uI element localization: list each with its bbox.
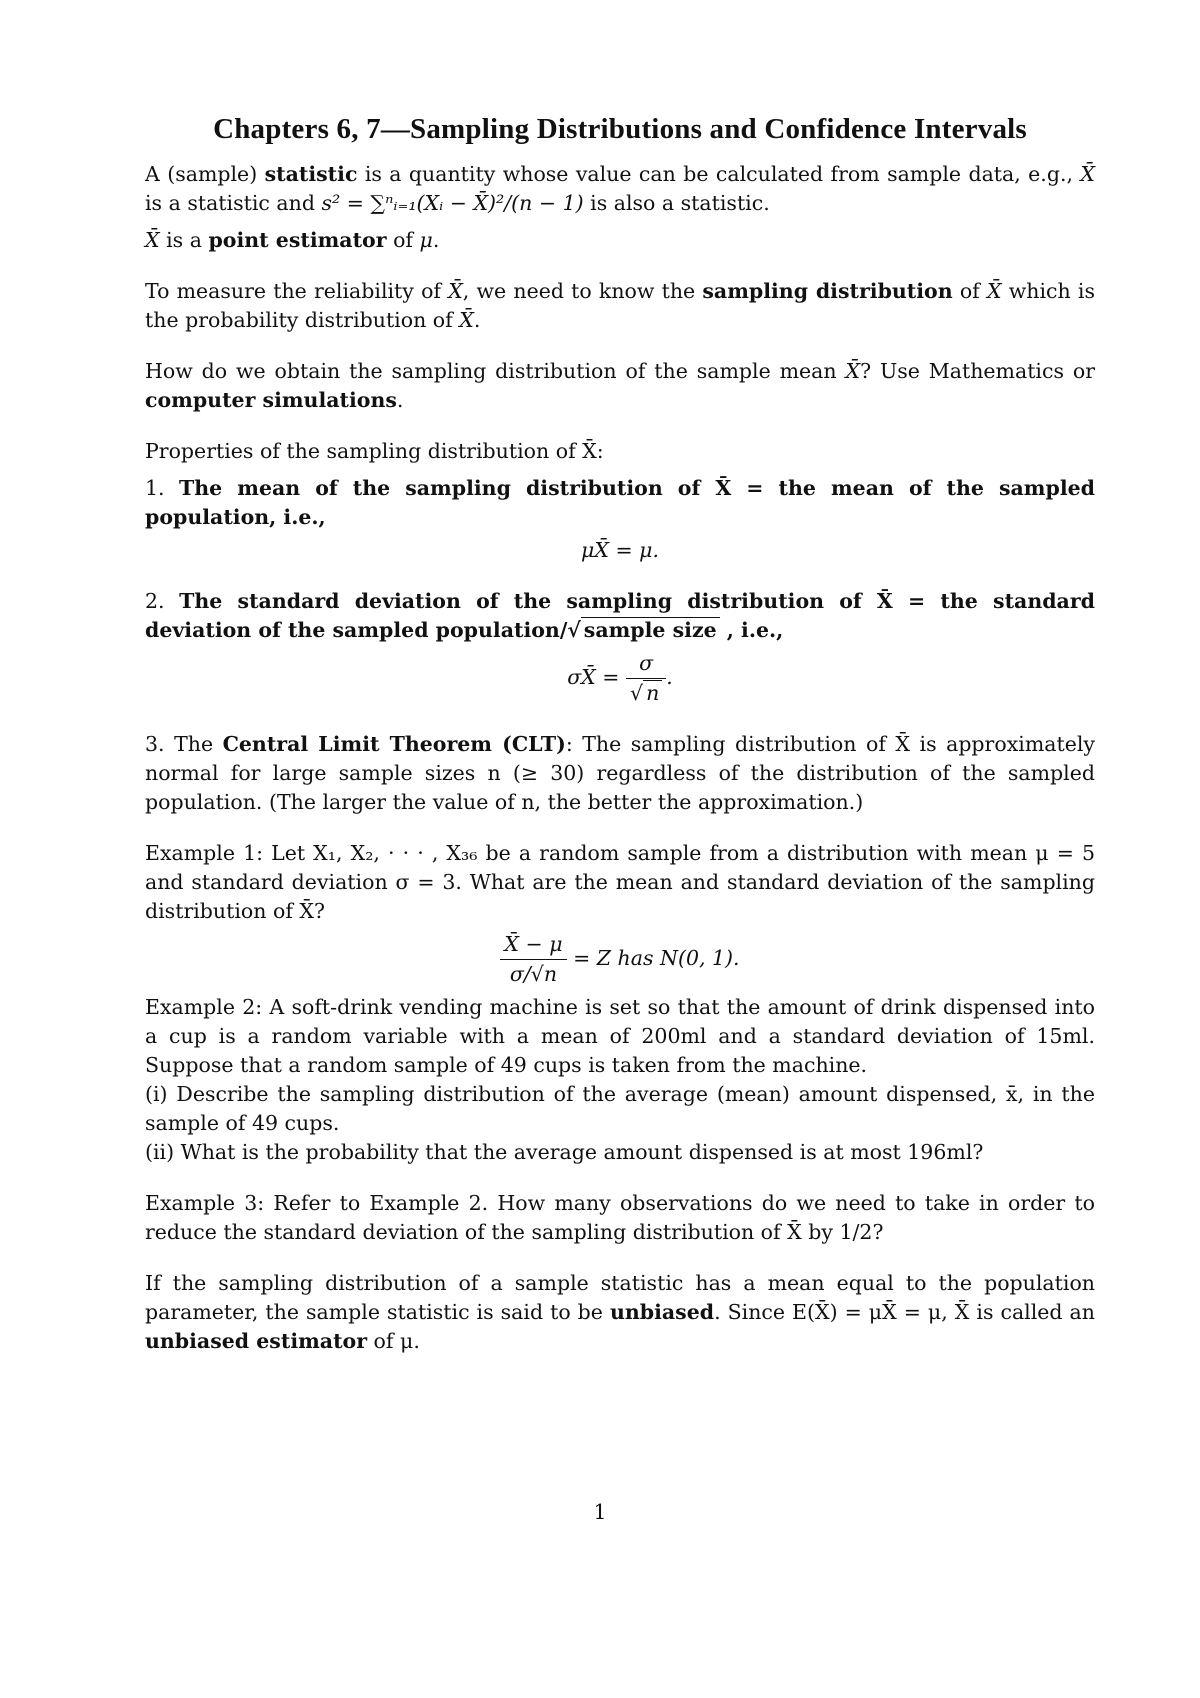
variance-formula: s² = ∑ⁿᵢ₌₁(Xᵢ − X̄)²/(n − 1) (321, 191, 584, 215)
fraction (626, 649, 666, 708)
property-number: 1. (145, 476, 165, 500)
term-computer-simulations: computer simulations (145, 388, 397, 412)
text: A (sample) (145, 162, 265, 186)
sqrt-sample-size: √ sample size (567, 616, 719, 645)
xbar-symbol: X̄ (986, 279, 1002, 303)
sqrt-radicand: n (643, 680, 662, 705)
properties-heading: Properties of the sampling distribution of X̄: (145, 439, 604, 463)
unbiased-paragraph (145, 1269, 1095, 1356)
text: How do we obtain the sampling distribution of the sample mean (145, 359, 846, 383)
document-page (145, 110, 1095, 1356)
example-2-part-ii: (ii) What is the probability that the average amount dispensed is at most 196ml? (145, 1140, 984, 1164)
page-number: 1 (593, 1500, 607, 1524)
example-1-formula (145, 930, 1095, 989)
xbar-symbol: X̄ (459, 308, 474, 332)
text: To measure the reliability of (145, 279, 449, 303)
text: . (396, 388, 404, 412)
fraction-denominator: √ n (626, 678, 666, 708)
property-2 (145, 587, 1095, 645)
term-sampling-distribution: sampling distribution (702, 279, 953, 303)
fraction-numerator: X̄ − μ (504, 932, 563, 956)
fraction-numerator: σ (639, 651, 654, 675)
property-1-formula: μX̄ = μ. (581, 538, 659, 562)
text: . (432, 228, 440, 252)
example-2: Example 2: A soft-drink vending machine is set so that the amount of drink dispensed into a cup is a random variable with a mean of 200ml and a standard deviation of 15ml. Suppose that a random sample of 49 cups is taken from the machine. (145, 995, 1095, 1077)
fraction (500, 930, 566, 989)
text: of (952, 279, 987, 303)
text: of (386, 228, 420, 252)
property-3-clt (145, 730, 1095, 817)
property-2-text: The standard deviation of the sampling distribution of X̄ = the standard deviation of the sampled population/ (145, 589, 1095, 642)
term-statistic: statistic (264, 162, 358, 186)
term-clt: Central Limit Theorem (CLT) (222, 732, 566, 756)
obtain-paragraph (145, 357, 1095, 415)
point-estimator-statement (145, 226, 1095, 255)
property-1 (145, 474, 1095, 532)
text: If the sampling distribution of a sample statistic has a mean equal to the population parameter, the sample statistic is said to be (145, 1271, 1095, 1324)
text: . Since E(X̄) = μX̄ = μ, X̄ is called an (714, 1300, 1095, 1324)
text: is a quantity whose value can be calculated from sample data, e.g., (357, 162, 1081, 186)
property-2-text-end: , i.e., (719, 618, 784, 642)
text: is a statistic and (145, 191, 322, 215)
statistic-definition (145, 160, 1095, 218)
text: , we need to know the (462, 279, 703, 303)
formula-lhs: σX̄ = (567, 665, 620, 689)
xbar-symbol: X̄ (845, 359, 861, 383)
fraction-denominator: σ/√n (500, 959, 566, 989)
page-title: Chapters 6, 7—Sampling Distributions and Confidence Intervals (213, 113, 1027, 145)
term-point-estimator: point estimator (208, 228, 387, 252)
term-unbiased-estimator: unbiased estimator (145, 1329, 368, 1353)
text: . (473, 308, 481, 332)
property-number: 2. (145, 589, 165, 613)
text: which is the probability distribution of (145, 279, 1096, 332)
reliability-paragraph (145, 277, 1095, 335)
xbar-symbol: X̄ (1080, 162, 1095, 186)
text: is also a statistic. (583, 191, 770, 215)
text: ? Use Mathematics or (860, 359, 1095, 383)
text: is a (159, 228, 209, 252)
formula-rhs: = Z has N(0, 1). (573, 946, 740, 970)
text: : The sampling distribution of X̄ is approximately normal for large sample sizes n (≥ 30) regardless of the distribution of the sampled population. (The larger the value of n, the better the approximation.) (145, 732, 1095, 814)
text: 3. The (145, 732, 223, 756)
property-1-text: The mean of the sampling distribution of X̄ = the mean of the sampled population, i.e., (145, 476, 1095, 529)
xbar-symbol: X̄ (448, 279, 463, 303)
sqrt-radicand: sample size (581, 617, 720, 642)
property-2-formula: σX̄ = $\frac{\sigma}{√ n}$ . (145, 649, 1095, 708)
term-unbiased: unbiased (609, 1300, 715, 1324)
example-2-part-i: (i) Describe the sampling distribution of the average (mean) amount dispensed, x̄, in the sample of 49 cups. (145, 1082, 1095, 1135)
example-3: Example 3: Refer to Example 2. How many observations do we need to take in order to reduce the standard deviation of the sampling distribution of X̄ by 1/2? (145, 1191, 1095, 1244)
text: of μ. (367, 1329, 420, 1353)
example-1: Example 1: Let X₁, X₂, · · · , X₃₆ be a random sample from a distribution with mean μ = 5 and standard deviation σ = 3. What are the mean and standard deviation of the sampling distribution of X̄? (145, 841, 1095, 923)
mu-symbol: μ (419, 228, 433, 252)
xbar-symbol: X̄ (145, 228, 160, 252)
